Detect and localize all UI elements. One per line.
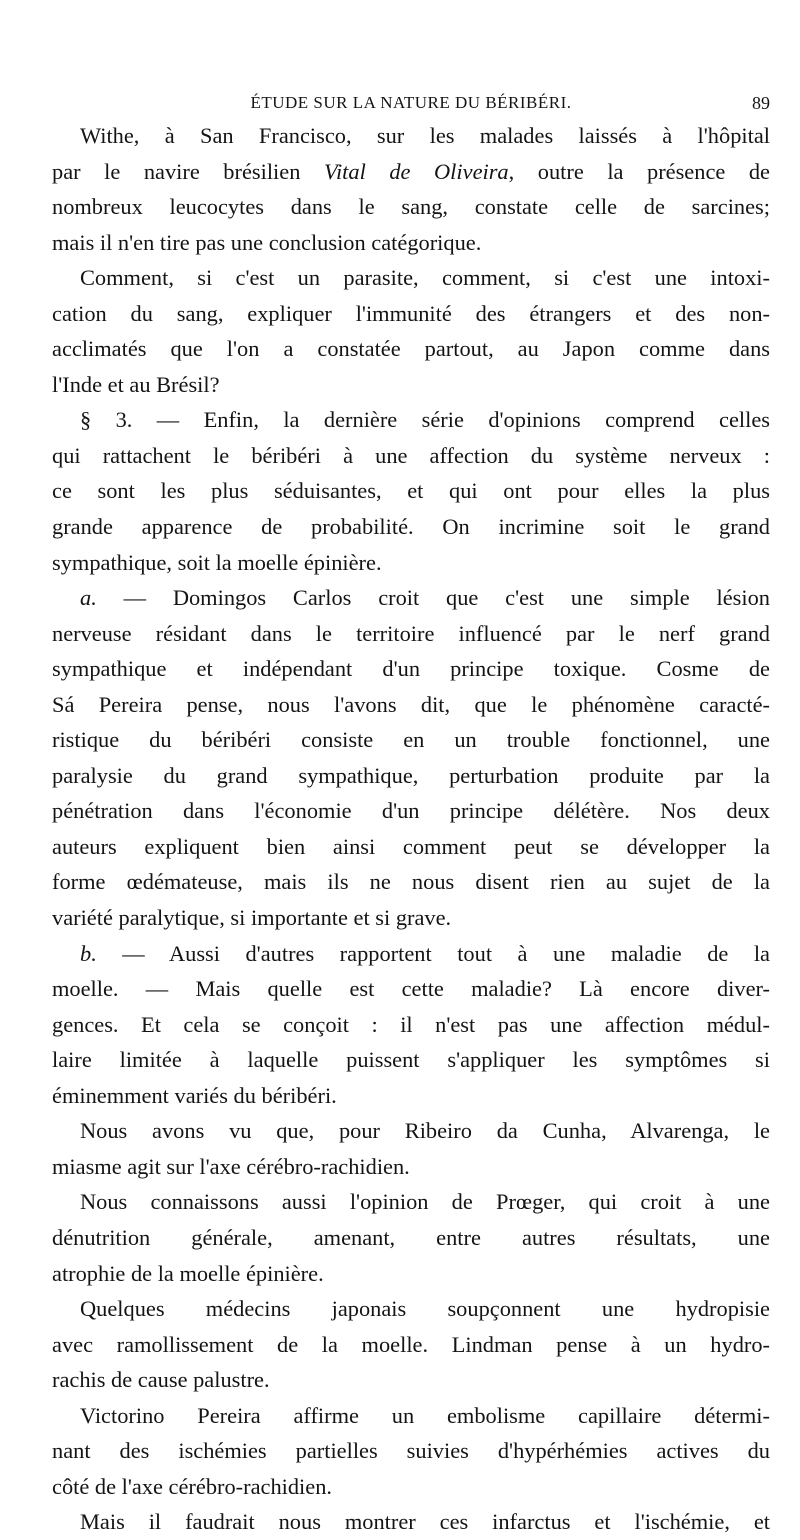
paragraph <box>52 260 770 402</box>
text-line: cation du sang, expliquer l'immunité des étrangers et des non- <box>52 300 770 326</box>
paragraph <box>52 118 770 260</box>
text-line: atrophie de la moelle épinière. <box>52 1260 324 1286</box>
text-line: pénétration dans l'économie d'un principe délétère. Nos deux <box>52 798 770 824</box>
text-line: rachis de cause palustre. <box>52 1367 270 1393</box>
text-line: l'Inde et au Brésil? <box>52 371 220 397</box>
text-line: variété paralytique, si importante et si grave. <box>52 905 452 931</box>
text-line: sympathique, soit la moelle épinière. <box>52 549 382 575</box>
text-line: Mais il faudrait nous montrer ces infarctus et l'ischémie, et <box>80 1509 770 1535</box>
text-line: avec ramollissement de la moelle. Lindman pense à un hydro- <box>52 1331 770 1357</box>
text-line: forme œdémateuse, mais ils ne nous disent rien au sujet de la <box>52 869 770 895</box>
text-line: qui rattachent le béribéri à une affection du système nerveux : <box>52 442 770 468</box>
text-line: nombreux leucocytes dans le sang, constate celle de sarcines; <box>52 194 770 220</box>
text-line: sympathique et indépendant d'un principe toxique. Cosme de <box>52 656 770 682</box>
body-text <box>52 118 770 1540</box>
paragraph <box>52 936 770 1114</box>
text-line: Comment, si c'est un parasite, comment, si c'est une intoxi- <box>80 265 770 291</box>
text-line: ristique du béribéri consiste en un trouble fonctionnel, une <box>52 727 770 753</box>
text-line: nerveuse résidant dans le territoire influencé par le nerf grand <box>52 620 770 646</box>
text-line: côté de l'axe cérébro-rachidien. <box>52 1473 333 1499</box>
text-line: par le navire brésilien Vital de Oliveira, outre la présence de <box>52 158 770 184</box>
text-line: paralysie du grand sympathique, perturbation produite par la <box>52 762 770 788</box>
text-line: Sá Pereira pense, nous l'avons dit, que le phénomène caracté- <box>52 691 770 717</box>
text-line: Victorino Pereira affirme un embolisme capillaire détermi- <box>80 1402 770 1428</box>
text-line: mais il n'en tire pas une conclusion catégorique. <box>52 229 482 255</box>
text-line: a. — Domingos Carlos croit que c'est une simple lésion <box>80 585 770 611</box>
paragraph <box>52 1504 770 1540</box>
page-number: 89 <box>752 93 770 113</box>
text-line: Quelques médecins japonais soupçonnent une hydropisie <box>80 1296 770 1322</box>
paragraph <box>52 1291 770 1398</box>
text-line: b. — Aussi d'autres rapportent tout à une maladie de la <box>80 940 770 966</box>
text-line: Withe, à San Francisco, sur les malades laissés à l'hôpital <box>80 123 770 148</box>
text-line: § 3. — Enfin, la dernière série d'opinions comprend celles <box>80 407 770 433</box>
paragraph <box>52 580 770 935</box>
text-line: laire limitée à laquelle puissent s'appliquer les symptômes si <box>52 1047 770 1073</box>
running-title: ÉTUDE SUR LA NATURE DU BÉRIBÉRI. <box>250 93 572 112</box>
paragraph <box>52 1398 770 1505</box>
paragraph <box>52 402 770 580</box>
text-line: Nous avons vu que, pour Ribeiro da Cunha, Alvarenga, le <box>80 1118 770 1144</box>
text-line: moelle. — Mais quelle est cette maladie? Là encore diver- <box>52 976 770 1002</box>
text-line: auteurs expliquent bien ainsi comment peut se développer la <box>52 833 770 859</box>
text-line: nant des ischémies partielles suivies d'hypérhémies actives du <box>52 1438 770 1464</box>
text-line: grande apparence de probabilité. On incrimine soit le grand <box>52 514 770 540</box>
text-line: éminemment variés du béribéri. <box>52 1082 337 1108</box>
text-line: dénutrition générale, amenant, entre autres résultats, une <box>52 1224 770 1250</box>
paragraph <box>52 1184 770 1291</box>
paragraph <box>52 1113 770 1184</box>
text-line: acclimatés que l'on a constatée partout, au Japon comme dans <box>52 336 770 362</box>
text-line: miasme agit sur l'axe cérébro-rachidien. <box>52 1153 410 1179</box>
text-line: ce sont les plus séduisantes, et qui ont pour elles la plus <box>52 478 770 504</box>
text-line: Nous connaissons aussi l'opinion de Prœger, qui croit à une <box>80 1189 770 1215</box>
text-line: gences. Et cela se conçoit : il n'est pas une affection médul- <box>52 1011 770 1037</box>
